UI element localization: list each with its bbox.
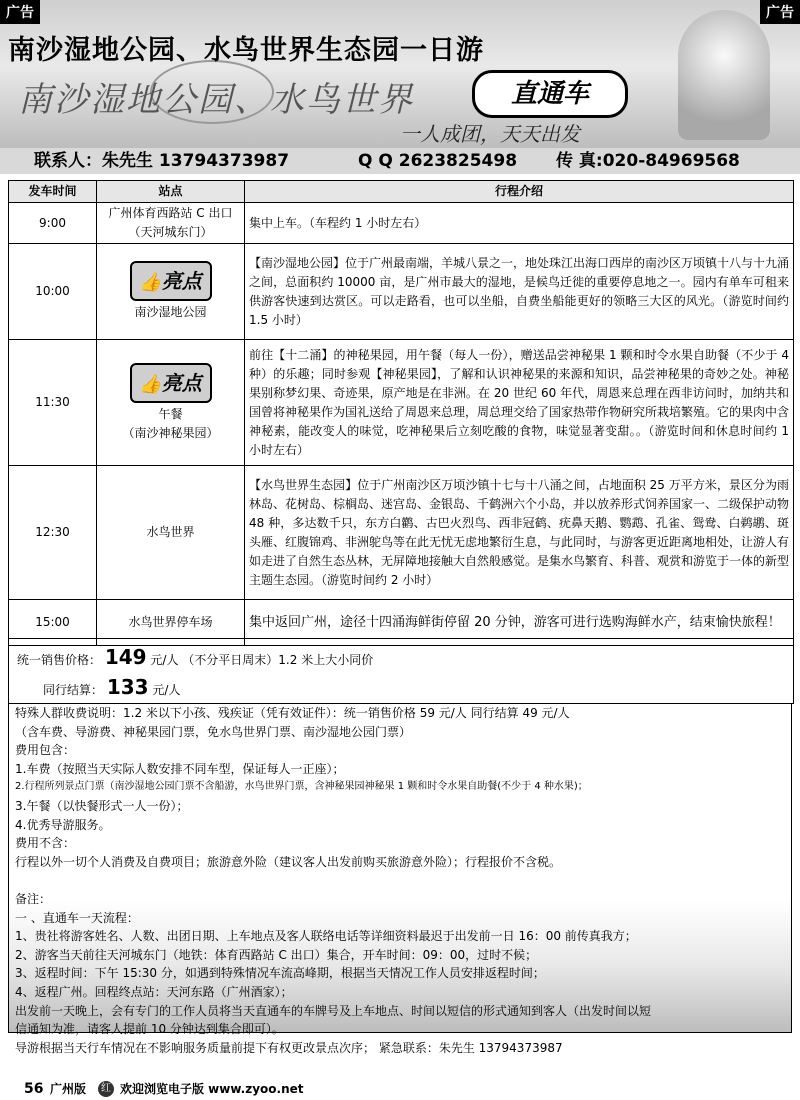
row-desc: 前往【十二涌】的神秘果园，用午餐（每人一份），赠送品尝神秘果 1 颗和时令水果自助餐（不少于 4 种）的乐趣；同时参观【神秘果园】，了解和认识神秘果的来源和知识，品尝神秘果的奇妙之处。神秘果别称梦幻果、奇迹果，原产地是在非洲。在 20 世纪 60 年代，周恩来总理在西非访问时，加纳共和国曾将神秘果作为国礼送给了周恩来总理，周总理交给了国家热带作物研究所栽培繁殖。它的果肉中含神秘素，能改变人的味觉，吃神秘果后立刻吃酸的食物，味觉显著变甜。。（游览时间和休息时间约 1 小时左右）	[245, 340, 794, 466]
info-line: 4.优秀导游服务。	[15, 817, 111, 832]
info-line: 出发前一天晚上，会有专门的工作人员将当天直通车的车牌号及上车地点、时间以短信的形式通知到客人（出发时间以短	[15, 1003, 652, 1018]
table-row	[9, 244, 794, 340]
price-line-trade	[43, 675, 180, 699]
thumbs-up-icon: 👍	[139, 272, 162, 293]
table-row	[9, 466, 794, 600]
contact-fax: 传 真:020-84969568	[556, 151, 740, 171]
table-row	[9, 203, 794, 244]
trade-price-value: 133	[106, 675, 149, 699]
ad-label-right: 广告	[760, 0, 800, 24]
row-station: 水鸟世界停车场	[97, 600, 245, 646]
row-station: 南沙湿地公园	[134, 305, 207, 319]
table-header	[9, 181, 794, 203]
site-link[interactable]: 欢迎浏览电子版 www.zyoo.net	[120, 1082, 304, 1096]
highlight-badge	[130, 261, 212, 301]
row-station-cell	[97, 340, 245, 466]
header-station: 站点	[97, 181, 245, 203]
info-line: 2、游客当天前往天河城东门（地铁：体育西路站 C 出口）集合，开车时间：09：00，过时不候；	[15, 947, 538, 962]
info-line: （含车费、导游费、神秘果园门票，免水鸟世界门票、南沙湿地公园门票）	[15, 724, 412, 739]
info-line: 信通知为准，请客人提前 10 分钟达到集合即可）。	[15, 1022, 284, 1037]
contact-bar	[0, 148, 800, 174]
row-desc: 【南沙湿地公园】位于广州最南端，羊城八景之一，地处珠江出海口西岸的南沙区万顷镇十八与十九涌之间，总面积约 10000 亩，是广州市最大的湿地，是候鸟迁徙的重要停息地之一。园内有单车可租来供游客快速到达赏区。可以走路看，也可以坐船，自费坐船能更好的领略三大区的风光。（游览时间约 1.5 小时）	[245, 244, 794, 340]
page-footer	[0, 1078, 800, 1100]
info-line: 1、贵社将游客姓名、人数、出团日期、上车地点及客人联络电话等详细资料最迟于出发前一日 16：00 前传真我方；	[15, 929, 637, 944]
edition-label: 广州版	[50, 1082, 87, 1096]
header-desc: 行程介绍	[245, 181, 794, 203]
row-desc: 【水鸟世界生态园】位于广州南沙区万顷沙镇十七与十八涌之间，占地面积 25 万平方米，景区分为雨林岛、花树岛、棕榈岛、迷宫岛、金银岛、千鹤洲六个小岛，并以放养形式饲养国家一、二级保护动物 48 种，多达数千只，东方白鹳、古巴火烈鸟、西非冠鹤、疣鼻天鹅、鹦鹉、孔雀、鸳鸯、白鹈鹕、斑头雁、红腹锦鸡、非洲鸵鸟等在此无忧无虑地繁衍生息，与此同时，与游客更近距离地相处，让游人有如走进了自然生态丛林，无屏障地接触大自然般感觉。是集水鸟繁育、科普、观赏和游览于一体的新型主题生态园。（游览时间约 2 小时）	[245, 466, 794, 600]
retail-price-unit: 元/人	[150, 653, 179, 667]
info-line: 1.车费（按照当天实际人数安排不同车型，保证每人一正座）；	[15, 761, 345, 776]
row-station: 午餐	[158, 406, 183, 421]
price-box	[8, 638, 794, 704]
table-row	[9, 340, 794, 466]
highlight-label: 亮点	[161, 370, 202, 395]
retail-price-label: 统一销售价格：	[17, 653, 102, 667]
page-title: 南沙湿地公园、水鸟世界生态园一日游	[8, 35, 484, 66]
ad-label-left: 广告	[0, 0, 40, 24]
contact-qq: Q Q 2623825498	[358, 151, 518, 171]
info-box	[8, 703, 792, 1055]
trade-price-label: 同行结算：	[43, 683, 104, 697]
row-time: 9:00	[9, 203, 97, 244]
thumbs-up-icon: 👍	[139, 373, 162, 395]
info-line: 4、返程广州。回程终点站：天河东路（广州酒家）；	[15, 984, 293, 999]
info-line: 2.行程所列景点门票（南沙湿地公园门票不含船游，水鸟世界门票，含神秘果园神秘果 1 颗和时令水果自助餐(不少于 4 种水果)；	[15, 781, 588, 793]
info-line: 3、返程时间：下午 15:30 分，如遇到特殊情况车流高峰期，根据当天情况工作人员安排返程时间；	[15, 966, 545, 981]
info-line: 行程以外一切个人消费及自费项目；旅游意外险（建议客人出发前购买旅游意外险）；行程报价不含税。	[15, 854, 562, 869]
row-time: 15:00	[9, 600, 97, 646]
retail-price-note: （不分平日周末）1.2 米上大小同价	[182, 653, 374, 667]
info-line: 备注：	[15, 891, 52, 906]
page-number: 56	[24, 1081, 44, 1097]
price-line-retail	[17, 645, 373, 669]
info-line: 导游根据当天行车情况在不影响服务质量前提下有权更改景点次序； 紧急联系：朱先生 13794373987	[15, 1040, 563, 1055]
info-line	[15, 871, 785, 890]
woman-illustration	[678, 10, 770, 140]
schedule-table	[8, 180, 794, 646]
highlight-label: 亮点	[161, 269, 202, 293]
info-line: 特殊人群收费说明：1.2 米以下小孩、残疾证（凭有效证件）：统一销售价格 59 元/人 同行结算 49 元/人	[15, 706, 570, 720]
row-desc: 集中上车。（车程约 1 小时左右）	[245, 203, 794, 244]
banner-slogan: 一人成团，天天出发	[400, 122, 580, 146]
retail-price-value: 149	[104, 645, 147, 669]
row-time: 11:30	[9, 340, 97, 466]
header-time: 发车时间	[9, 181, 97, 203]
brand-logo: 直通车	[472, 70, 628, 118]
row-station-sub: （南沙神秘果园）	[122, 425, 219, 440]
contact-person: 联系人：朱先生 13794373987	[34, 151, 290, 171]
row-station: 水鸟世界	[97, 466, 245, 600]
trade-price-unit: 元/人	[152, 683, 181, 697]
banner	[0, 0, 800, 148]
info-line: 费用包含：	[15, 743, 76, 758]
banner-deco-text: 南沙湿地公园、水鸟世界	[18, 80, 414, 120]
row-time: 12:30	[9, 466, 97, 600]
row-station: 广州体育西路站 C 出口（天河城东门）	[97, 203, 245, 244]
info-line: 3.午餐（以快餐形式一人一份）；	[15, 798, 189, 813]
info-line: 一 、直通车一天流程：	[15, 910, 139, 925]
info-line: 费用不含：	[15, 836, 76, 851]
row-desc: 集中返回广州，途径十四涌海鲜街停留 20 分钟，游客可进行选购海鲜水产，结束愉快旅程！	[245, 600, 794, 646]
highlight-badge	[130, 363, 212, 403]
publisher-logo-icon: 红	[98, 1081, 114, 1097]
row-time: 10:00	[9, 244, 97, 340]
row-station-cell	[97, 244, 245, 340]
